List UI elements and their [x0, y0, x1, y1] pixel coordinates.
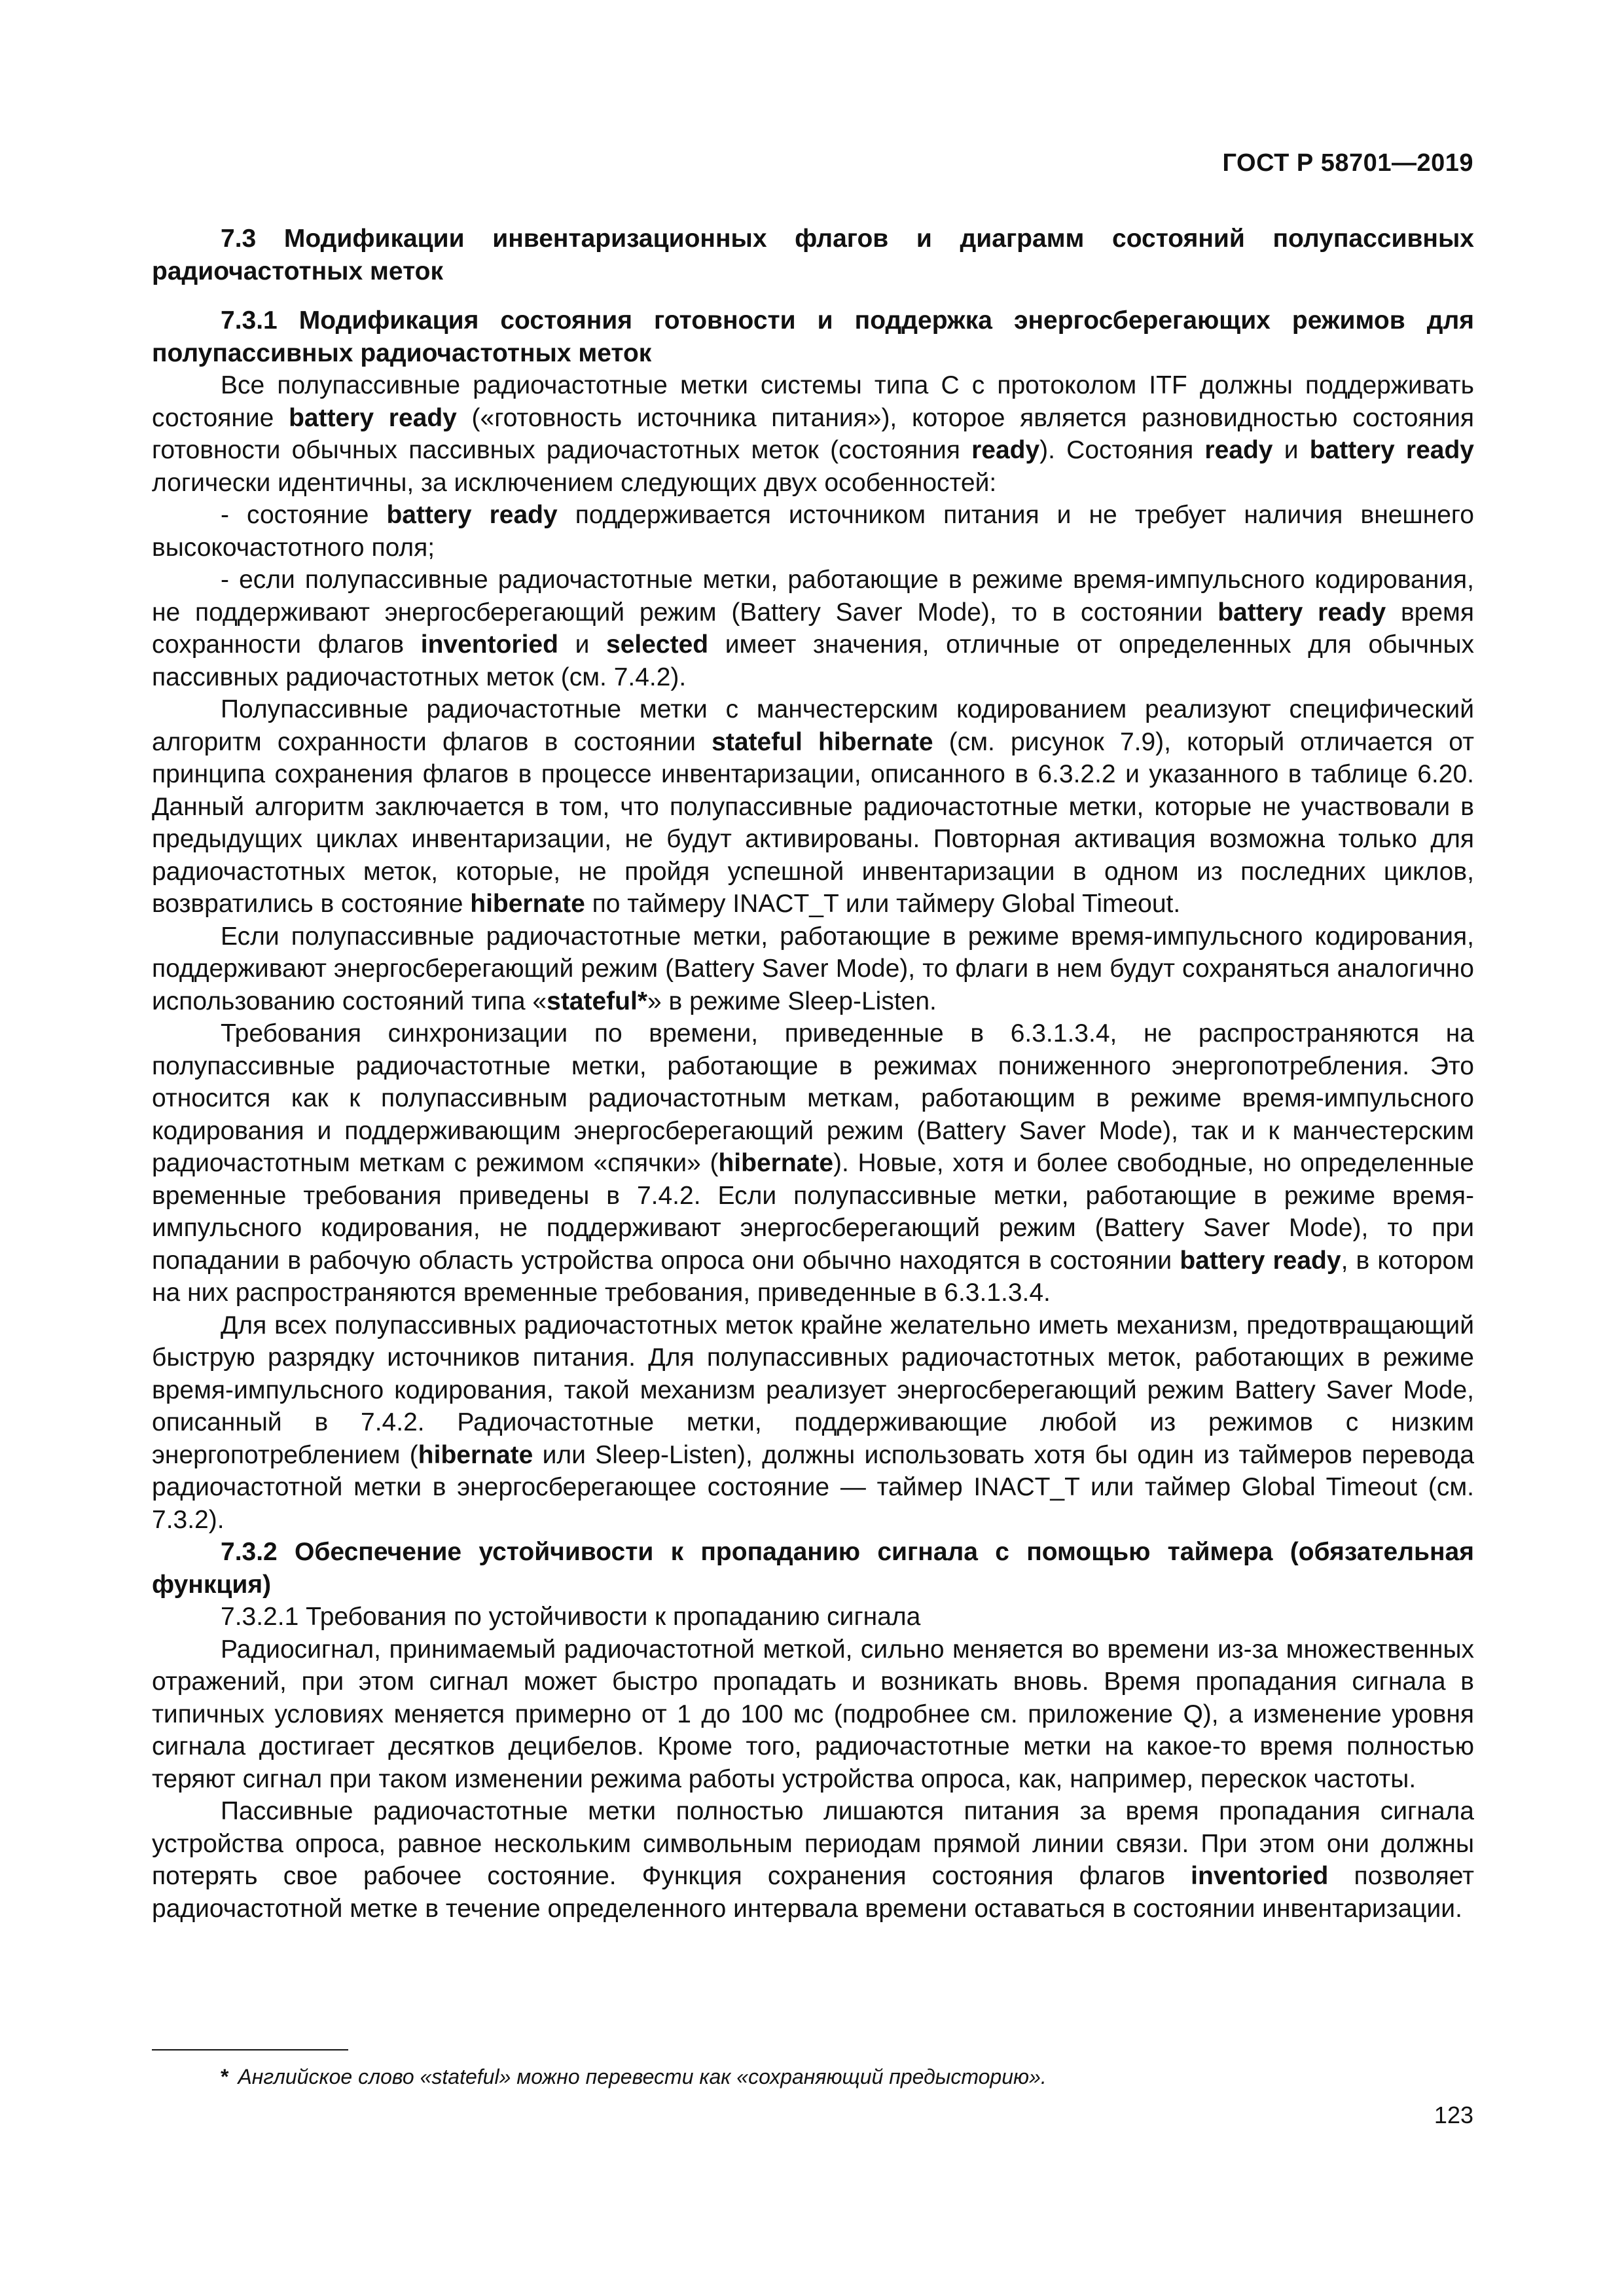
footnote-text: Английское слово «stateful» можно перевести как «сохраняющий предысторию».: [238, 2065, 1047, 2088]
list-item: - если полупассивные радиочастотные метки, работающие в режиме время-импульсного кодирования, не поддерживают энергосберегающий режим (Battery Saver Mode), то в состоянии battery ready время сохранности флагов inventoried и selected имеет значения, отличные от определенных для обычных пассивных радиочастотных меток (см. 7.4.2).: [152, 566, 1474, 691]
paragraph: Радиосигнал, принимаемый радиочастотной меткой, сильно меняется во времени из-за множественных отражений, при этом сигнал может быстро пропадать и возникать вновь. Время пропадания сигнала в типичных условиях меняется примерно от 1 до 100 мс (подробнее см. приложение Q), а изменение уровня сигнала достигает десятков децибелов. Кроме того, радиочастотные метки на какое-то время полностью теряют сигнал при таком изменении режима работы устройства опроса, как, например, перескок частоты.: [152, 1635, 1474, 1793]
footnote-marker: *: [221, 2065, 229, 2088]
paragraph: Если полупассивные радиочастотные метки, работающие в режиме время-импульсного кодирования, поддерживают энергосберегающий режим (Battery Saver Mode), то флаги в нем будут сохраняться аналогично использованию состояний типа «stateful*» в режиме Sleep-Listen.: [152, 922, 1474, 1015]
page-number: 123: [1434, 2102, 1473, 2128]
paragraph: Полупассивные радиочастотные метки с манчестерским кодированием реализуют специфический алгоритм сохранности флагов в состоянии stateful hibernate (см. рисунок 7.9), который отличается от принципа сохранения флагов в процессе инвентаризации, описанного в 6.3.2.2 и указанного в таблице 6.20. Данный алгоритм заключается в том, что полупассивные радиочастотные метки, которые не участвовали в предыдущих циклах инвентаризации, не будут активированы. Повторная активация возможна только для радиочастотных меток, которые, не пройдя успешной инвентаризации в одном из последних циклов, возвратились в состояние hibernate по таймеру INACT_T или таймеру Global Timeout.: [152, 695, 1474, 918]
paragraph: Пассивные радиочастотные метки полностью лишаются питания за время пропадания сигнала устройства опроса, равное нескольким символьным периодам прямой линии связи. При этом они должны потерять свое рабочее состояние. Функция сохранения состояния флагов inventoried позволяет радиочастотной метке в течение определенного интервала времени оставаться в состоянии инвентаризации.: [152, 1797, 1474, 1923]
paragraph: Для всех полупассивных радиочастотных меток крайне желательно иметь механизм, предотвращающий быструю разрядку источников питания. Для полупассивных радиочастотных меток, работающих в режиме время-импульсного кодирования, такой механизм реализует энергосберегающий режим Battery Saver Mode, описанный в 7.4.2. Радиочастотные метки, поддерживающие любой из режимов с низким энергопотреблением (hibernate или Sleep-Listen), должны использовать хотя бы один из таймеров перевода радиочастотной метки в энергосберегающее состояние — таймер INACT_T или таймер Global Timeout (см. 7.3.2).: [152, 1311, 1475, 1534]
document-id-header: ГОСТ Р 58701—2019: [1222, 149, 1473, 177]
paragraph: Все полупассивные радиочастотные метки системы типа С с протоколом ITF должны поддерживать состояние battery ready («готовность источника питания»), которое является разновидностью состояния готовности обычных пассивных радиочастотных меток (состояния ready). Состояния ready и battery ready логически идентичны, за исключением следующих двух особенностей:: [152, 371, 1475, 497]
document-body: [152, 223, 1474, 1925]
footnote-divider: [152, 2049, 348, 2050]
paragraph: Требования синхронизации по времени, приведенные в 6.3.1.3.4, не распространяются на полупассивные радиочастотные метки, работающие в режимах пониженного энергопотребления. Это относится как к полупассивным радиочастотным меткам, работающим в режиме время-импульсного кодирования и поддерживающим энергосберегающий режим (Battery Saver Mode), так и к манчестерским радиочастотным меткам с режимом «спячки» (hibernate). Новые, хотя и более свободные, но определенные временные требования приведены в 7.4.2. Если полупассивные метки, работающие в режиме время-импульсного кодирования, не поддерживают энергосберегающий режим (Battery Saver Mode), то при попадании в рабочую область устройства опроса они обычно находятся в состоянии battery ready, в котором на них распространяются временные требования, приведенные в 6.3.1.3.4.: [152, 1019, 1475, 1307]
section-7-3-title: 7.3 Модификации инвентаризационных флагов и диаграмм состояний полупассивных радиочастотных меток: [152, 225, 1474, 285]
list-item: - состояние battery ready поддерживается источником питания и не требует наличия внешнего высокочастотного поля;: [152, 501, 1474, 562]
subsection-7-3-2-1-title: 7.3.2.1 Требования по устойчивости к пропаданию сигнала: [221, 1603, 921, 1631]
footnote: [221, 2064, 1464, 2090]
section-7-3-1-title: 7.3.1 Модификация состояния готовности и поддержка энергосберегающих режимов для полупассивных радиочастотных меток: [152, 306, 1474, 367]
section-7-3-2-title: 7.3.2 Обеспечение устойчивости к пропаданию сигнала с помощью таймера (обязательная функция): [152, 1538, 1474, 1599]
